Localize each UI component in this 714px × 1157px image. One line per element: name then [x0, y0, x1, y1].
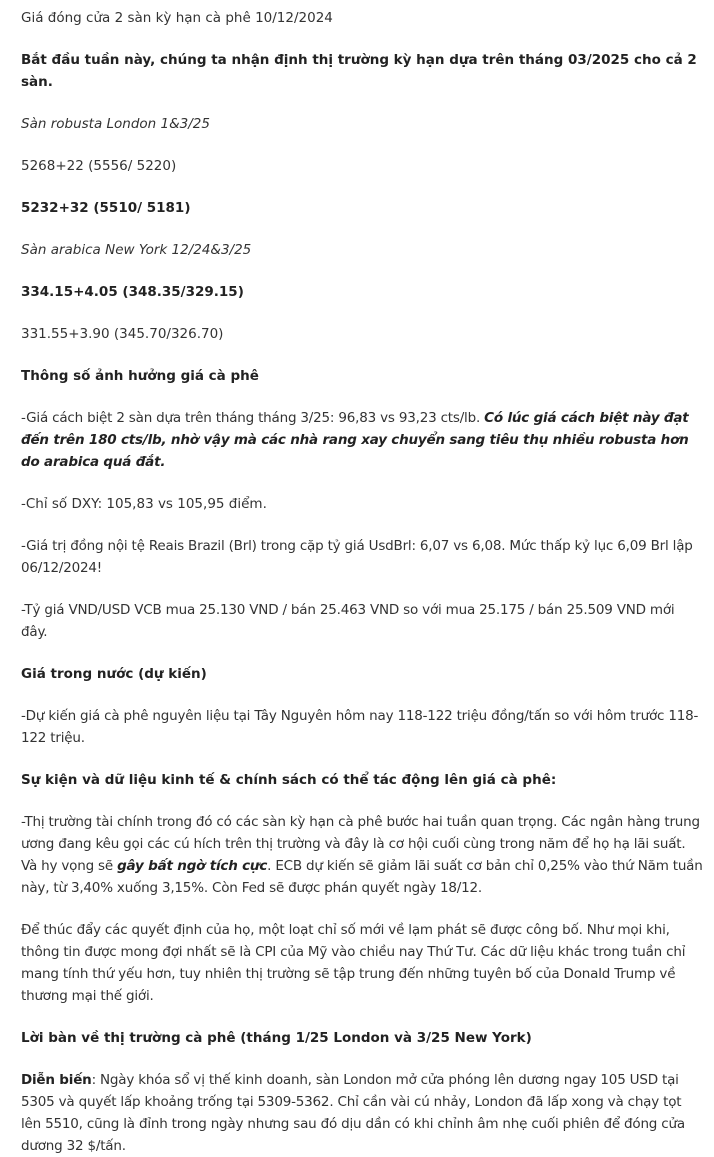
robusta-mar-price: 5232+32 (5510/ 5181) — [21, 200, 191, 216]
factor-brl: -Giá trị đồng nội tệ Reais Brazil (Brl) trong cặp tỷ giá UsdBrl: 6,07 vs 6,08. Mức thấp kỷ lục 6,09 Brl lập 06/12/2024! — [21, 538, 693, 576]
domestic-price: -Dự kiến giá cà phê nguyên liệu tại Tây Nguyên hôm nay 118-122 triệu đồng/tấn so với hôm trước 118-122 triệu. — [21, 708, 699, 746]
article-date-line: Giá đóng cửa 2 sàn kỳ hạn cà phê 10/12/2024 — [21, 10, 333, 26]
arabica-heading: Sàn arabica New York 12/24&3/25 — [21, 242, 252, 258]
arabica-mar-price: 331.55+3.90 (345.70/326.70) — [21, 326, 224, 342]
factor-spread-text: -Giá cách biệt 2 sàn dựa trên tháng tháng 3/25: 96,83 vs 93,23 cts/lb. — [21, 410, 485, 426]
development-label: Diễn biến — [21, 1072, 92, 1088]
robusta-jan-price: 5268+22 (5556/ 5220) — [21, 158, 177, 174]
factor-vnd: -Tỷ giá VND/USD VCB mua 25.130 VND / bán 25.463 VND so với mua 25.175 / bán 25.509 VND mới đây. — [21, 602, 675, 640]
development-text: : Ngày khóa sổ vị thế kinh doanh, sàn London mở cửa phóng lên dương ngay 105 USD tại 5305 và quyết lấp khoảng trống tại 5309-5362. Chỉ cần vài cú nhảy, London đã lấp xong và chạy tọt lên 5510, cũng là đỉnh trong ngày nhưng sau đó dịu dần có khi chỉnh âm nhẹ cuối phiên để đóng cửa dương 32 $/tấn. — [21, 1072, 685, 1154]
events-heading: Sự kiện và dữ liệu kinh tế & chính sách có thể tác động lên giá cà phê: — [21, 772, 557, 788]
factors-heading: Thông số ảnh hưởng giá cà phê — [21, 368, 259, 384]
events-p1-emphasis: gây bất ngờ tích cực — [117, 858, 268, 874]
events-p1-b: . ECB dự kiến sẽ giảm lãi suất cơ bản chỉ 0,25% vào thứ Năm tuần này, từ 3,40% xuống 3,15%. Còn Fed sẽ được phán quyết ngày 18/12. — [21, 858, 703, 896]
events-paragraph-2: Để thúc đẩy các quyết định của họ, một loạt chỉ số mới về lạm phát sẽ được công bố. Như mọi khi, thông tin được mong đợi nhất sẽ là CPI của Mỹ vào chiều nay Thứ Tư. Các dữ liệu khác trong tuần chỉ mang tính thứ yếu hơn, tuy nhiên thị trường sẽ tập trung đến những tuyên bố của Donald Trump về thương mại thế giới. — [21, 922, 686, 1004]
arabica-dec-price: 334.15+4.05 (348.35/329.15) — [21, 284, 244, 300]
commentary-heading: Lời bàn về thị trường cà phê (tháng 1/25 London và 3/25 New York) — [21, 1030, 532, 1046]
factor-dxy: -Chỉ số DXY: 105,83 vs 105,95 điểm. — [21, 496, 267, 512]
robusta-heading: Sàn robusta London 1&3/25 — [21, 116, 210, 132]
development-paragraph — [21, 1069, 704, 1157]
factor-spread-emphasis: Có lúc giá cách biệt này đạt đến trên 180 cts/lb, nhờ vậy mà các nhà rang xay chuyển sang tiêu thụ nhiều robusta hơn do arabica quá đắt. — [21, 410, 689, 470]
events-paragraph-1 — [21, 811, 704, 899]
factor-spread — [21, 407, 704, 473]
intro-paragraph: Bắt đầu tuần này, chúng ta nhận định thị trường kỳ hạn dựa trên tháng 03/2025 cho cả 2 sàn. — [21, 52, 697, 90]
domestic-heading: Giá trong nước (dự kiến) — [21, 666, 207, 682]
events-p1-a: -Thị trường tài chính trong đó có các sàn kỳ hạn cà phê bước hai tuần quan trọng. Các ngân hàng trung ương đang kêu gọi các cú hích trên thị trường và đây là cơ hội cuối cùng trong năm để họ hạ lãi suất. Và hy vọng sẽ — [21, 814, 700, 874]
